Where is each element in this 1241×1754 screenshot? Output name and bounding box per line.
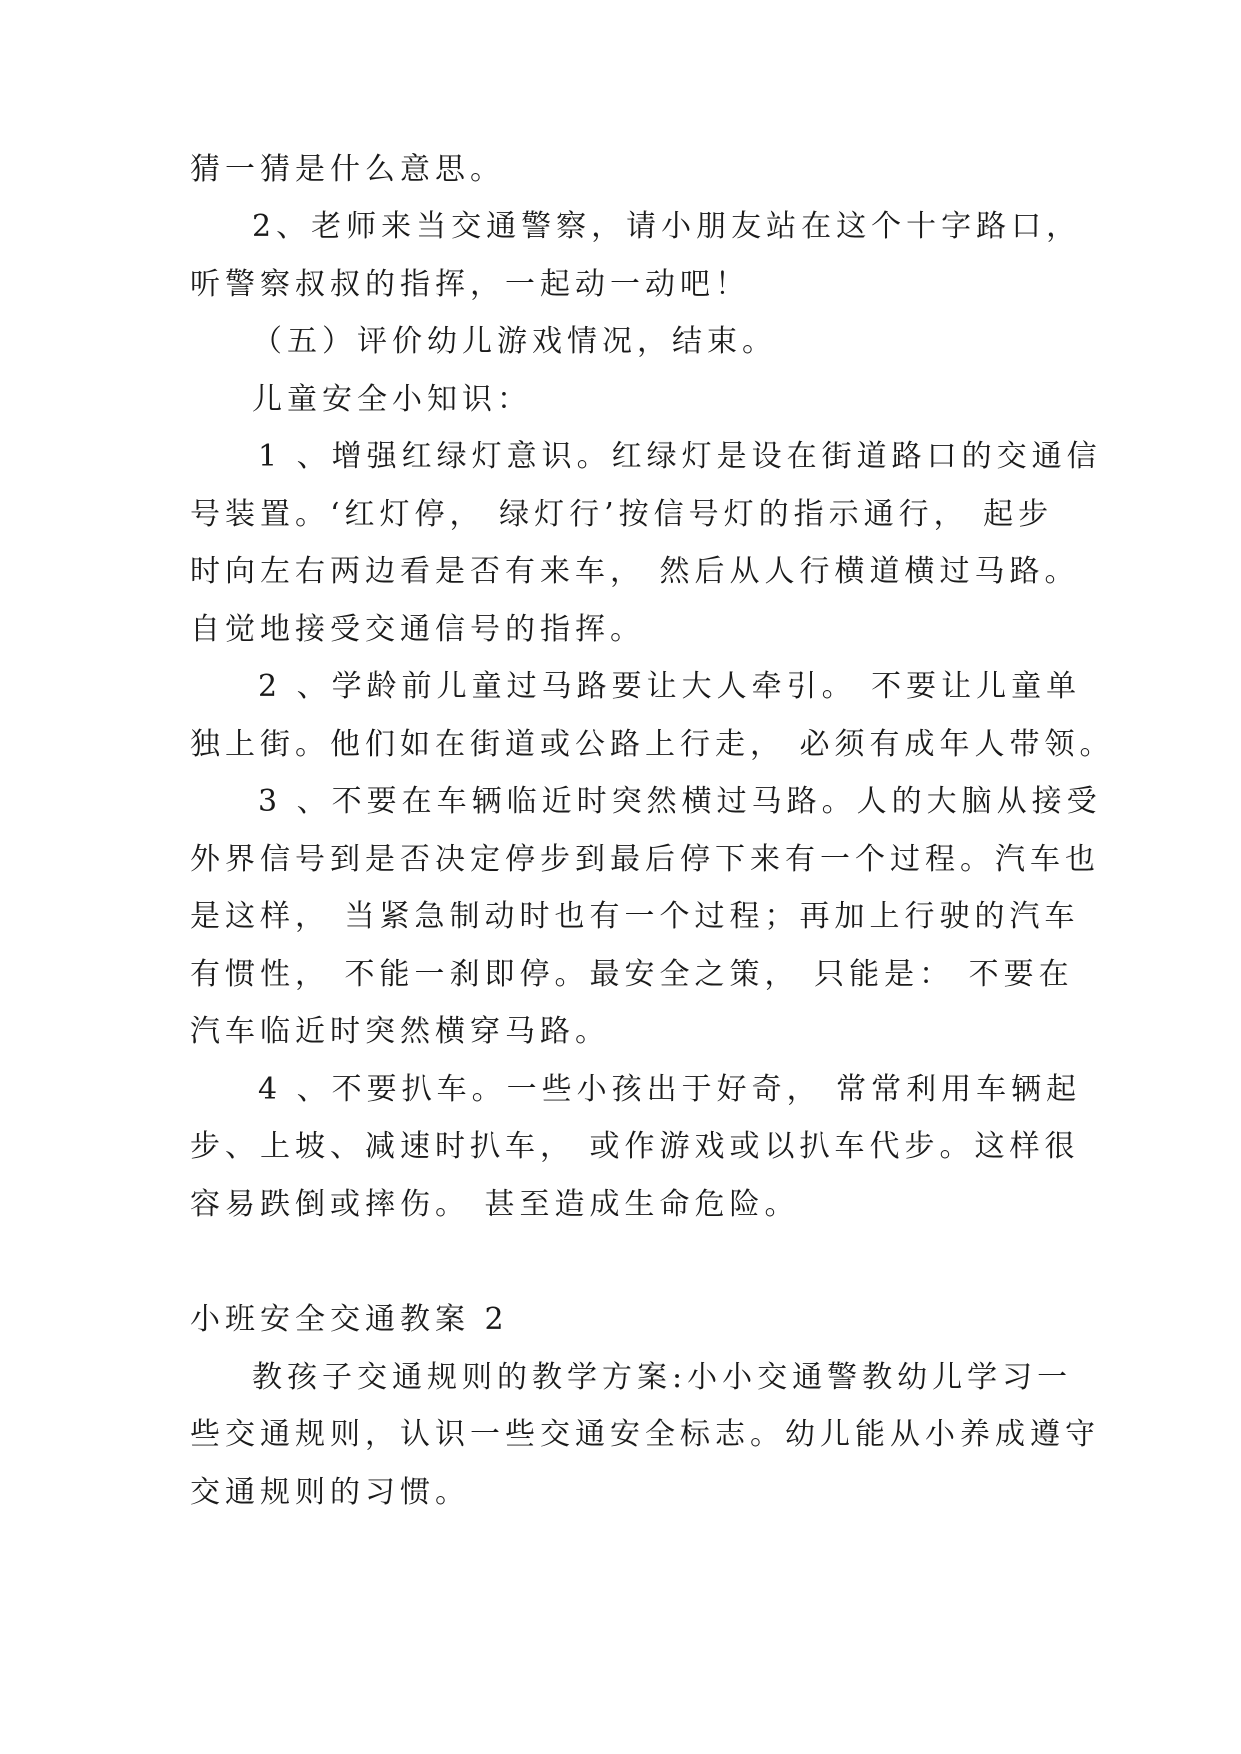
paragraph-line: 3 、不要在车辆临近时突然横过马路。人的大脑从接受 xyxy=(258,784,1102,819)
paragraph-line: 听警察叔叔的指挥，一起动一动吧！ xyxy=(190,267,750,302)
section-heading: （五）评价幼儿游戏情况，结束。 xyxy=(252,324,777,359)
paragraph-line: 些交通规则，认识一些交通安全标志。幼儿能从小养成遵守 xyxy=(190,1417,1100,1452)
paragraph-line: 猜一猜是什么意思。 xyxy=(190,152,505,187)
paragraph-line: 1 、增强红绿灯意识。红绿灯是设在街道路口的交通信 xyxy=(258,439,1102,474)
paragraph-line: 汽车临近时突然横穿马路。 xyxy=(190,1014,610,1049)
paragraph-line: 独上街。他们如在街道或公路上行走， 必须有成年人带领。 xyxy=(190,727,1115,762)
paragraph-line: 号装置。‘红灯停， 绿灯行’按信号灯的指示通行， 起步 xyxy=(190,497,1054,532)
paragraph-line: 是这样， 当紧急制动时也有一个过程；再加上行驶的汽车 xyxy=(190,899,1080,934)
paragraph-line: 时向左右两边看是否有来车， 然后从人行横道横过马路。 xyxy=(190,554,1080,589)
paragraph-line: 容易跌倒或摔伤。 甚至造成生命危险。 xyxy=(190,1187,800,1222)
paragraph-line: 2 、学龄前儿童过马路要让大人牵引。 不要让儿童单 xyxy=(258,669,1082,704)
paragraph-line: 交通规则的习惯。 xyxy=(190,1475,470,1510)
paragraph-line: 外界信号到是否决定停步到最后停下来有一个过程。汽车也 xyxy=(190,842,1100,877)
paragraph-line: 2、老师来当交通警察，请小朋友站在这个十字路口， xyxy=(252,209,1082,244)
paragraph-line: 步、上坡、减速时扒车， 或作游戏或以扒车代步。这样很 xyxy=(190,1129,1080,1164)
paragraph-line: 有惯性， 不能一刹即停。最安全之策， 只能是： 不要在 xyxy=(190,957,1074,992)
document-title: 小班安全交通教案 2 xyxy=(190,1302,509,1337)
paragraph-line: 教孩子交通规则的教学方案:小小交通警教幼儿学习一 xyxy=(252,1360,1073,1395)
paragraph-line: 自觉地接受交通信号的指挥。 xyxy=(190,612,645,647)
paragraph-line: 4 、不要扒车。一些小孩出于好奇， 常常利用车辆起 xyxy=(258,1072,1082,1107)
section-heading: 儿童安全小知识： xyxy=(252,382,532,417)
